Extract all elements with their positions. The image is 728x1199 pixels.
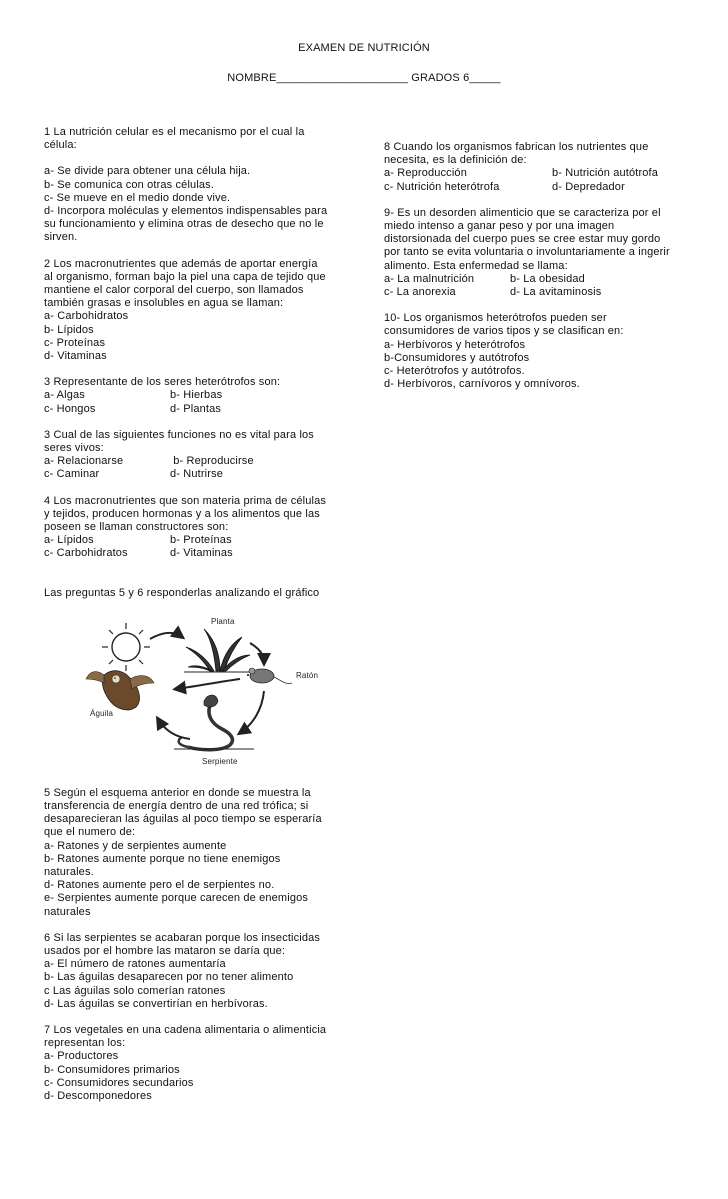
question-9 (384, 207, 689, 299)
question-9-option-d: d- La avitaminosis (510, 286, 602, 299)
question-3a-option-d: d- Plantas (170, 402, 222, 415)
question-4-option-c: c- Carbohidratos (44, 547, 128, 560)
question-4 (44, 495, 348, 561)
question-3b-stem-line: 3 Cual de las siguientes funciones no es vital para los (44, 428, 314, 441)
question-6-line: 6 Si las serpientes se acabaran porque los insecticidas (44, 931, 321, 944)
question-3b (44, 429, 348, 482)
mouse-label: Ratón (296, 670, 319, 680)
question-4-stem-line: poseen se llaman constructores son: (44, 521, 229, 534)
question-8-stem-line: 8 Cuando los organismos fabrican los nutrientes que (384, 141, 649, 153)
question-5-option: b- Ratones aumente porque no tiene enemigos (44, 852, 281, 865)
question-2 (44, 258, 348, 364)
question-9-option-b: b- La obesidad (510, 272, 585, 285)
question-6-option: d- Las águilas se convertirían en herbívoras. (44, 997, 268, 1010)
question-2-option: b- Lípidos (44, 323, 94, 336)
question-8-option-a: a- Reproducción (384, 167, 467, 180)
question-5 (44, 787, 348, 919)
question-1-option: a- Se divide para obtener una célula hija. (44, 165, 251, 178)
question-5-option: naturales. (44, 865, 94, 878)
question-1 (44, 126, 348, 245)
question-3b-option-a: a- Relacionarse (44, 455, 124, 468)
arrow-mouse-to-eagle (176, 679, 240, 689)
question-3a-option-c: c- Hongos (44, 402, 96, 415)
question-8-option-d: d- Depredador (552, 180, 625, 193)
question-7-option: b- Consumidores primarios (44, 1063, 180, 1076)
question-3b-option-d: d- Nutrirse (170, 468, 223, 481)
question-9-option-c: c- La anorexia (384, 286, 456, 299)
question-5-option: d- Ratones aumente pero el de serpientes no. (44, 879, 275, 892)
question-7-line: representan los: (44, 1037, 126, 1050)
question-1-option: su funcionamiento y elimina otras de desecho que no le (44, 218, 324, 231)
food-web-illustration (64, 609, 364, 769)
question-2-line: al organismo, forman bajo la piel una capa de tejido que (44, 270, 326, 283)
arrow-mouse-to-snake (240, 691, 264, 733)
mouse-icon (247, 668, 292, 684)
question-2-option: c- Proteínas (44, 336, 106, 349)
question-10-option: b-Consumidores y autótrofos (384, 351, 530, 364)
question-1-stem-line: célula: (44, 139, 77, 152)
question-3b-stem-line: seres vivos: (44, 442, 104, 455)
question-5-line: transferencia de energía dentro de una red trófica; si (44, 799, 309, 812)
question-9-option-a: a- La malnutrición (384, 272, 475, 285)
question-5-option: a- Ratones y de serpientes aumente (44, 839, 227, 852)
question-10-option: d- Herbívoros, carnívoros y omnívoros. (384, 378, 580, 391)
sun-icon (102, 623, 150, 671)
question-5-line: desaparecieran las águilas al poco tiempo se esperaría (44, 813, 322, 826)
question-1-option: c- Se mueve en el medio donde vive. (44, 191, 231, 204)
question-9-stem-line: miedo intenso a ganar peso y por una imagen (384, 220, 615, 233)
question-7 (44, 1024, 348, 1103)
question-7-option: d- Descomponedores (44, 1089, 152, 1102)
question-2-line: 2 Los macronutrientes que además de aportar energía (44, 257, 318, 270)
question-1-option: sirven. (44, 231, 78, 244)
question-4-option-a: a- Lípidos (44, 534, 94, 547)
question-6-option: c Las águilas solo comerían ratones (44, 984, 226, 997)
question-3a-option-b: b- Hierbas (170, 389, 223, 402)
food-web-diagram (64, 609, 364, 769)
left-column (44, 126, 348, 1116)
exam-title: EXAMEN DE NUTRICIÓN (298, 42, 430, 54)
question-1-option: b- Se comunica con otras células. (44, 178, 215, 191)
question-7-option: c- Consumidores secundarios (44, 1076, 194, 1089)
question-9-stem-line: 9- Es un desorden alimenticio que se caracteriza por el (384, 206, 661, 219)
question-5-option: naturales (44, 905, 91, 918)
diagram-instructions: Las preguntas 5 y 6 responderlas analizando el gráfico (44, 586, 320, 599)
question-4-option-b: b- Proteínas (170, 534, 232, 547)
question-6-option: b- Las águilas desaparecen por no tener alimento (44, 971, 294, 984)
question-2-option: d- Vitaminas (44, 350, 107, 363)
name-grade-line: NOMBRE_____________________ GRADOS 6_____ (227, 72, 501, 84)
question-3b-option-b: b- Reproducirse (170, 455, 254, 468)
question-1-stem-line: 1 La nutrición celular es el mecanismo por el cual la (44, 126, 305, 138)
question-10-line: consumidores de varios tipos y se clasifican en: (384, 325, 624, 338)
snake-label: Serpiente (202, 756, 238, 766)
question-4-stem-line: 4 Los macronutrientes que son materia prima de células (44, 494, 327, 507)
arrow-plant-to-mouse (250, 643, 264, 663)
question-7-line: 7 Los vegetales en una cadena alimentaria o alimenticia (44, 1023, 327, 1036)
energy-flow-arrows (150, 632, 264, 738)
question-4-stem-line: y tejidos, producen hormonas y a los alimentos que las (44, 507, 320, 520)
eagle-label: Águila (90, 708, 114, 718)
arrow-sun-to-plant (150, 632, 182, 638)
question-2-option: a- Carbohidratos (44, 310, 129, 323)
question-8 (384, 141, 689, 194)
eagle-icon (86, 670, 154, 709)
question-7-option: a- Productores (44, 1050, 119, 1063)
question-3a (44, 376, 348, 416)
question-6 (44, 932, 348, 1011)
question-9-stem-line: alimento. Esta enfermedad se llama: (384, 259, 568, 272)
question-9-stem-line: distorsionada del cuerpo pues se cree estar muy gordo (384, 233, 661, 246)
question-5-line: 5 Según el esquema anterior en donde se muestra la (44, 786, 311, 799)
question-3a-stem: 3 Representante de los seres heterótrofos son: (44, 376, 281, 389)
question-10-line: 10- Los organismos heterótrofos pueden ser (384, 312, 607, 325)
question-6-option: a- El número de ratones aumentaría (44, 958, 226, 971)
right-column (384, 141, 689, 404)
plant-label: Planta (211, 616, 235, 626)
question-6-line: usados por el hombre las mataron se daría que: (44, 944, 286, 957)
question-3a-option-a: a- Algas (44, 389, 85, 402)
question-10 (384, 312, 689, 391)
question-8-option-b: b- Nutrición autótrofa (552, 167, 659, 180)
question-5-option: e- Serpientes aumente porque carecen de enemigos (44, 892, 309, 905)
question-10-option: a- Herbívoros y heterótrofos (384, 338, 526, 351)
question-8-option-c: c- Nutrición heterótrofa (384, 180, 500, 193)
arrow-snake-to-eagle (158, 719, 190, 739)
question-4-option-d: d- Vitaminas (170, 547, 233, 560)
question-1-option: d- Incorpora moléculas y elementos indispensables para (44, 205, 328, 218)
question-9-stem-line: por tanto se evita voluntaria o involuntariamente a ingerir (384, 246, 670, 259)
plant-icon (184, 629, 252, 672)
question-5-line: que el numero de: (44, 826, 136, 839)
snake-icon (174, 695, 254, 750)
question-3b-option-c: c- Caminar (44, 468, 100, 481)
question-8-stem-line: necesita, es la definición de: (384, 154, 527, 167)
question-2-line: mantiene el calor corporal del cuerpo, son llamados (44, 284, 304, 297)
question-2-line: también grasas e insolubles en agua se llaman: (44, 297, 284, 310)
question-10-option: c- Heterótrofos y autótrofos. (384, 365, 525, 378)
